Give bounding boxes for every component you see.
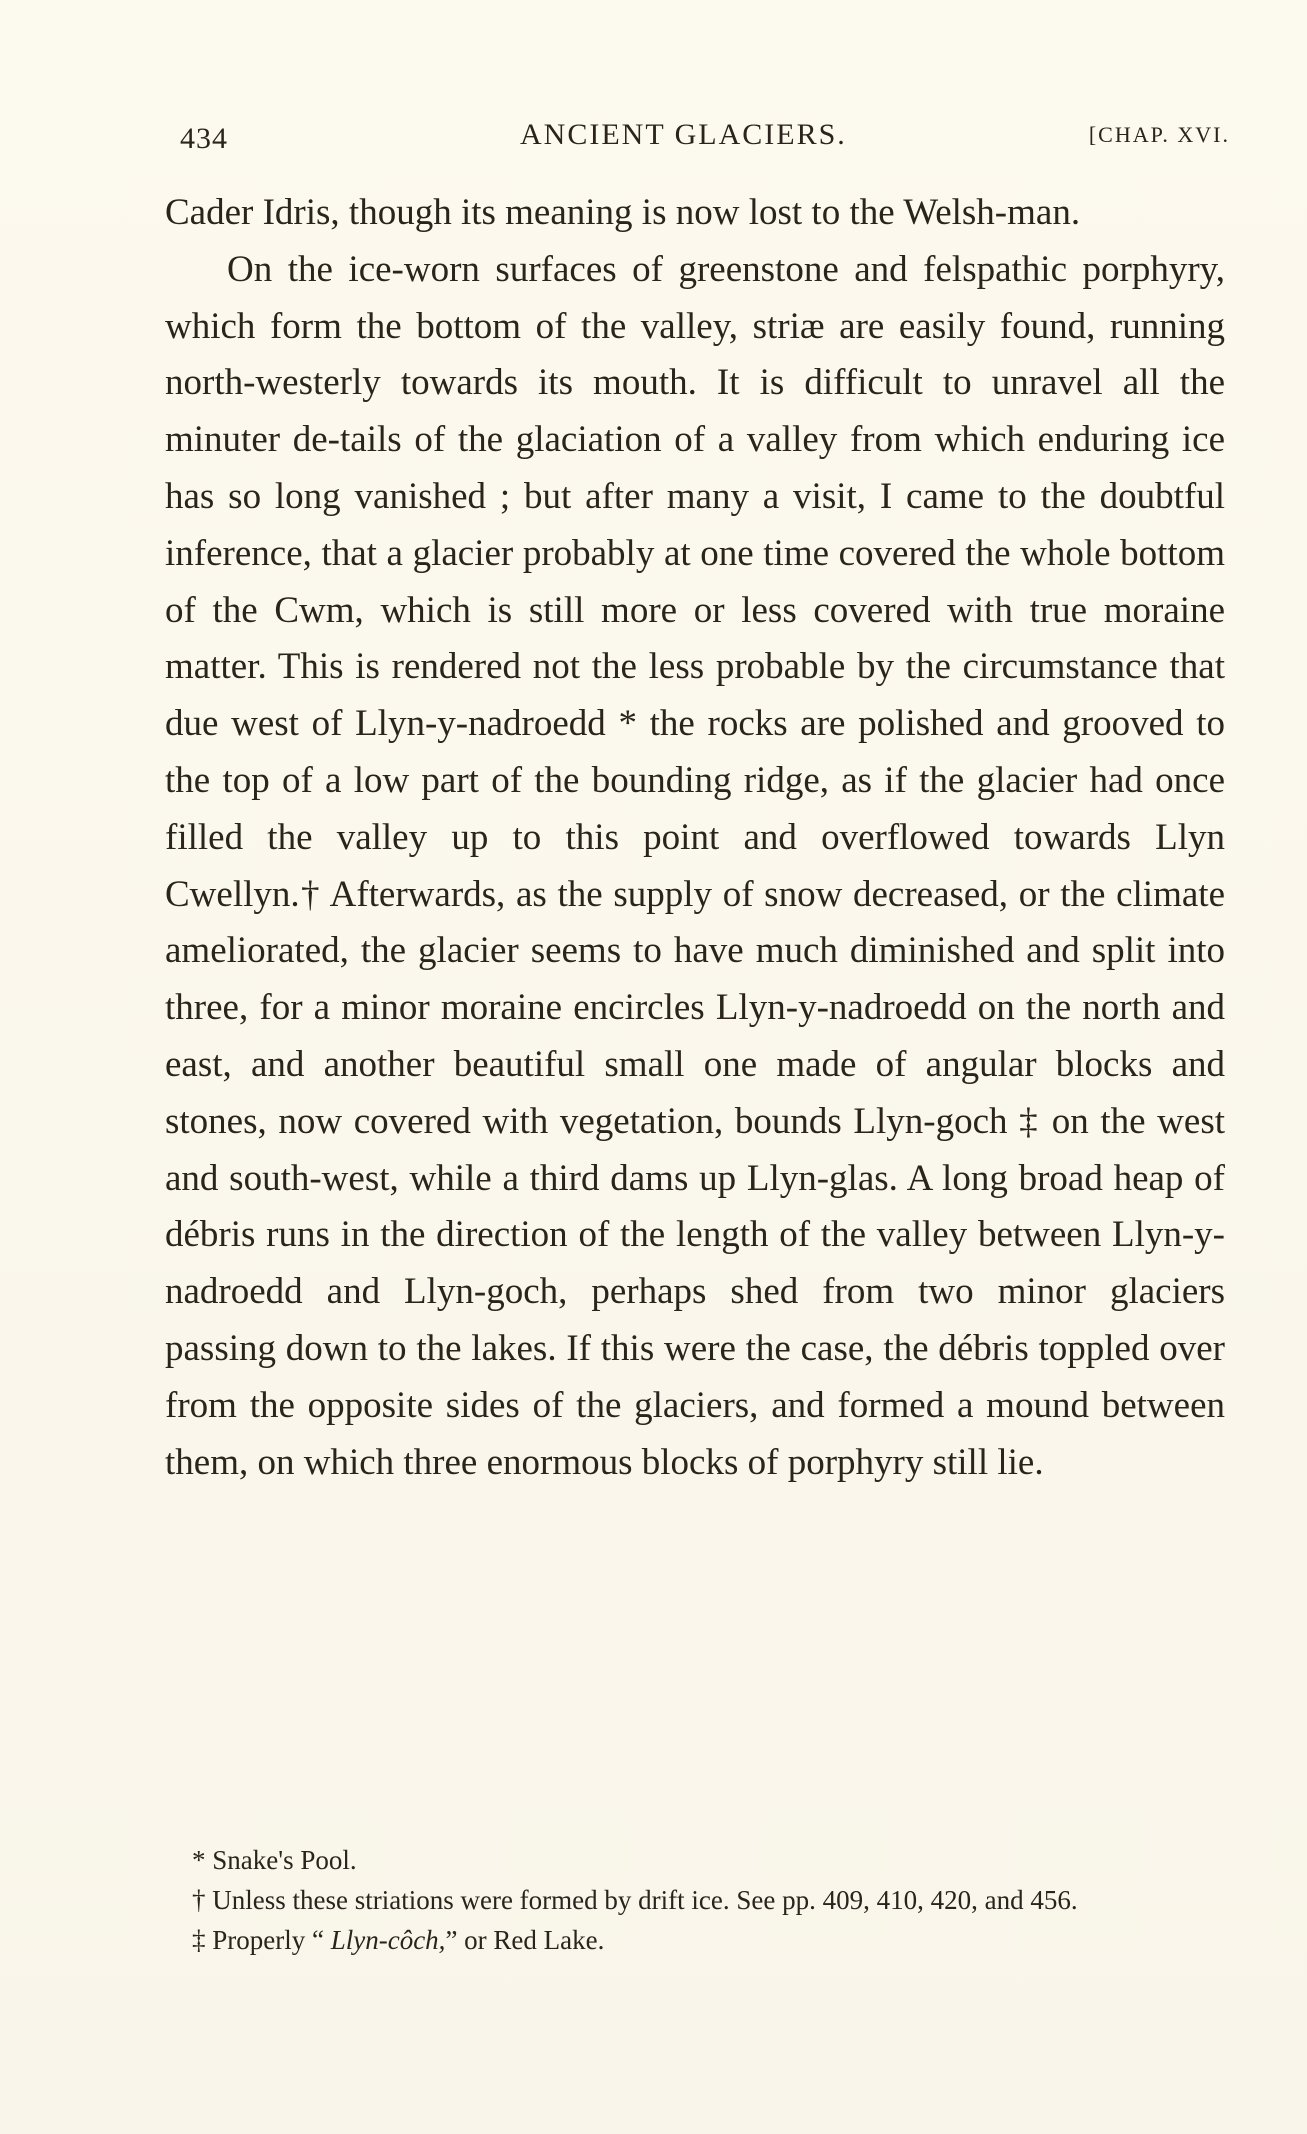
footnote-2: † Unless these striations were formed by drift ice. See pp. 409, 410, 420, and 456.	[192, 1885, 1078, 1915]
paragraph-2: On the ice-worn surfaces of greenstone and felspathic porphyry, which form the bottom of the valley, striæ are easily found, running north-westerly towards its mouth. It is difficult to unravel all the minuter de-tails of the glaciation of a valley from which enduring ice has so long vanished ; but after many a visit, I came to the doubtful inference, that a glacier probably at one time covered the whole bottom of the Cwm, which is still more or less covered with true moraine matter. This is rendered not the less probable by the circumstance that due west of Llyn-y-nadroedd * the rocks are polished and grooved to the top of a low part of the bounding ridge, as if the glacier had once filled the valley up to this point and overflowed towards Llyn Cwellyn.† Afterwards, as the supply of snow decreased, or the climate ameliorated, the glacier seems to have much diminished and split into three, for a minor moraine encircles Llyn-y-nadroedd on the north and east, and another beautiful small one made of angular blocks and stones, now covered with vegetation, bounds Llyn-goch ‡ on the west and south-west, while a third dams up Llyn-glas. A long broad heap of débris runs in the direction of the length of the valley between Llyn-y-nadroedd and Llyn-goch, perhaps shed from two minor glaciers passing down to the lakes. If this were the case, the débris toppled over from the opposite sides of the glaciers, and formed a mound between them, on which three enormous blocks of porphyry still lie.	[165, 248, 1225, 1483]
running-title: ANCIENT GLACIERS.	[520, 118, 847, 151]
footnotes	[160, 1840, 1220, 1960]
chapter-label: [CHAP. XVI.	[1088, 122, 1230, 147]
footnote-3-italic: Llyn-côch,	[330, 1925, 446, 1955]
footnote-1: * Snake's Pool.	[192, 1845, 357, 1875]
running-head	[180, 118, 1230, 158]
footnote-3-prefix: ‡ Properly “	[192, 1925, 331, 1955]
footnote-3	[160, 1920, 1220, 1960]
paragraph-1: Cader Idris, though its meaning is now lost to the Welsh-man.	[165, 192, 1081, 233]
footnote-3-suffix: ” or Red Lake.	[445, 1925, 605, 1955]
body-text	[165, 185, 1225, 1491]
page-number: 434	[180, 122, 228, 155]
